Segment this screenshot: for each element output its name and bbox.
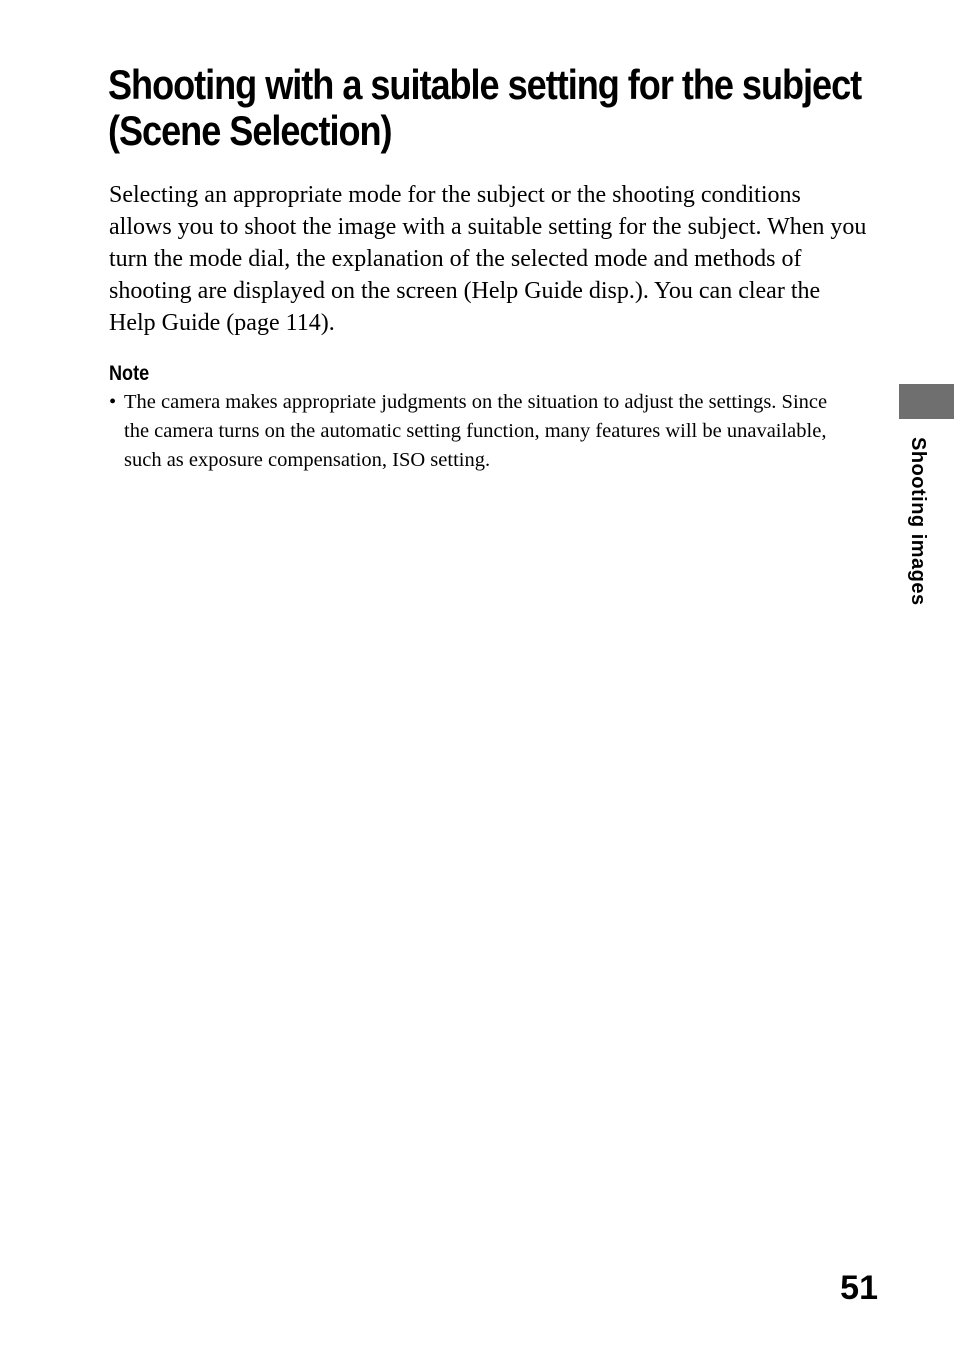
note-item — [109, 388, 849, 475]
note-list — [109, 388, 849, 475]
note-heading: Note — [109, 362, 150, 385]
intro-paragraph: Selecting an appropriate mode for the subject or the shooting conditions allows you to shoot the image with a suitable setting for the subject. When you turn the mode dial, the explanation of the selected mode and methods of shooting are displayed on the screen (Help Guide disp.). You can clear the Help Guide (page 114). — [109, 182, 867, 336]
bullet-icon: • — [109, 391, 117, 413]
page-number: 51 — [840, 1269, 878, 1307]
note-item-text: The camera makes appropriate judgments on the situation to adjust the settings. Since the camera turns on the automatic setting function, many features will be unavailable, such as exposure compensation, ISO setting. — [124, 391, 828, 471]
section-label: Shooting images — [907, 437, 929, 606]
section-tab-marker — [899, 384, 954, 419]
page-title: Shooting with a suitable setting for the subject (Scene Selection) — [108, 61, 862, 154]
